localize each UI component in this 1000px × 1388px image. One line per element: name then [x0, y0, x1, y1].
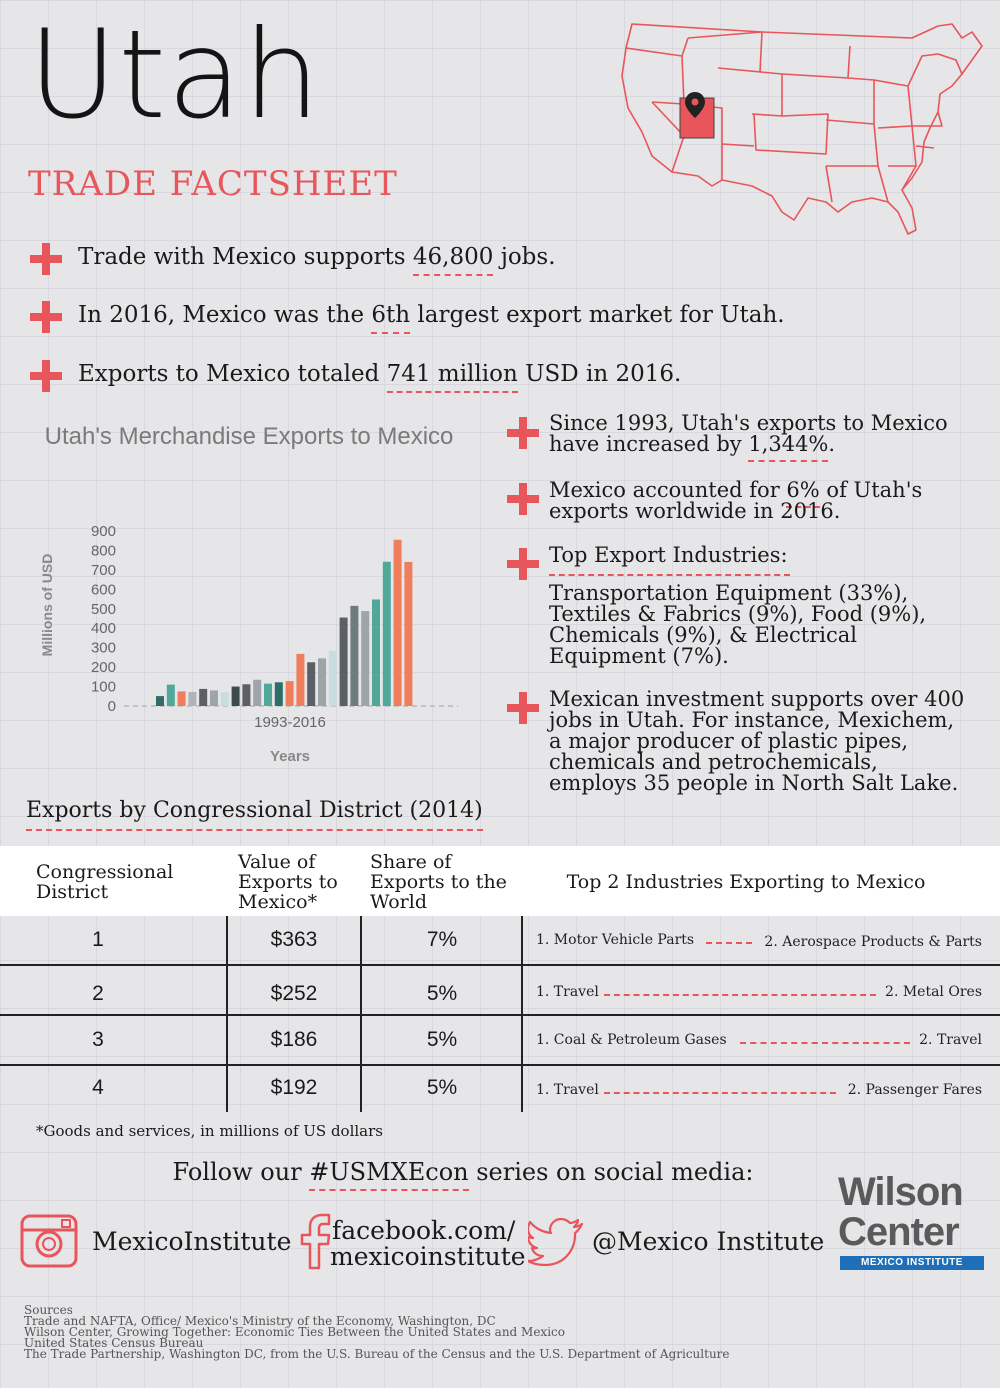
table-row — [0, 1066, 1000, 1114]
industries-text: Transportation Equipment (33%), Textiles & Fabrics (9%), Food (9%), Chemicals (9%), & Electrical Equipment (7%). — [549, 581, 927, 668]
bar-2008 — [318, 658, 326, 706]
district-cell: 3 — [92, 1028, 104, 1051]
table-footnote: *Goods and services, in millions of US dollars — [36, 1122, 383, 1140]
fact-share: Mexico accounted for 6% of Utah's exports worldwide in 2016. — [549, 478, 923, 523]
sources — [24, 1305, 730, 1360]
district-cell: 2 — [92, 982, 104, 1005]
district-table-heading: Exports by Congressional District (2014) — [26, 798, 483, 823]
share-cell: 5% — [426, 1028, 458, 1051]
facebook-icon[interactable] — [298, 1212, 332, 1270]
source-item: Trade and NAFTA, Office/ Mexico's Ministry of the Economy, Washington, DC — [24, 1314, 496, 1328]
plus-icon — [507, 417, 539, 449]
bar-2001 — [242, 684, 250, 706]
bar-1995 — [178, 691, 186, 706]
table-row — [0, 1016, 1000, 1066]
exports-bar-chart — [30, 510, 470, 780]
dashed-connector — [604, 1092, 836, 1094]
fact-exports-total: Exports to Mexico totaled 741 million USD in 2016. — [78, 361, 681, 387]
bar-2016 — [404, 562, 412, 706]
bar-2012 — [361, 611, 369, 706]
y-tick-label: 900 — [90, 523, 116, 540]
industry-1: 1. Motor Vehicle Parts — [536, 932, 695, 948]
x-axis-label: Years — [269, 748, 311, 765]
industry-2: 2. Metal Ores — [885, 984, 982, 1000]
y-tick-label: 0 — [107, 698, 116, 715]
bar-2000 — [232, 687, 240, 706]
table-row — [0, 916, 1000, 966]
page-title: Utah — [28, 4, 322, 146]
sources-heading: Sources — [24, 1303, 73, 1317]
fact-growth: Since 1993, Utah's exports to Mexico have increased by 1,344%. — [549, 413, 969, 455]
fact-jobs: Trade with Mexico supports 46,800 jobs. — [78, 244, 556, 270]
mexico-institute-band: MEXICO INSTITUTE — [840, 1256, 984, 1270]
wilson-center-logo: Wilson Center — [838, 1170, 963, 1254]
bar-2009 — [329, 651, 337, 706]
fact-rank: In 2016, Mexico was the 6th largest export market for Utah. — [78, 302, 785, 328]
twitter-handle[interactable]: @Mexico Institute — [592, 1227, 825, 1256]
bar-1996 — [188, 692, 196, 706]
plus-icon — [30, 243, 62, 275]
value-cell: $192 — [270, 1076, 318, 1099]
plus-icon — [507, 692, 539, 724]
source-item: The Trade Partnership, Washington DC, from the U.S. Bureau of the Census and the U.S. Department of Agriculture — [24, 1347, 730, 1361]
y-tick-label: 500 — [90, 600, 116, 618]
share-cell: 5% — [426, 982, 458, 1005]
bar-1998 — [210, 690, 218, 706]
district-cell: 4 — [92, 1076, 104, 1099]
industry-1: 1. Travel — [536, 984, 599, 1000]
y-tick-label: 700 — [90, 561, 116, 579]
bar-2003 — [264, 684, 272, 706]
table-divider — [360, 916, 362, 1112]
plus-icon — [30, 301, 62, 333]
bar-2010 — [340, 618, 348, 706]
bar-2014 — [383, 562, 391, 706]
plus-icon — [507, 548, 539, 580]
column-header-district: Congressional District — [36, 861, 174, 903]
bar-2007 — [307, 662, 315, 706]
bar-2006 — [296, 654, 304, 706]
fact-investment: Mexican investment supports over 400 jobs in Utah. For instance, Mexichem, a major producer of plastic pipes, chemicals and petrochemicals, employs 35 people in North Salt Lake. — [549, 687, 965, 795]
table-header — [0, 846, 1000, 916]
y-tick-label: 200 — [90, 659, 116, 677]
plus-icon — [30, 360, 62, 392]
bar-2004 — [275, 682, 283, 706]
value-cell: $363 — [270, 928, 318, 951]
instagram-icon[interactable] — [20, 1214, 78, 1268]
facebook-link-line-2[interactable]: mexicoinstitute — [330, 1242, 526, 1271]
column-header-industries: Top 2 Industries Exporting to Mexico — [566, 871, 926, 893]
industries-heading: Top Export Industries: — [549, 545, 969, 566]
value-cell: $252 — [270, 982, 318, 1005]
page-subtitle: TRADE FACTSHEET — [28, 164, 398, 204]
x-tick-label: 1993-2016 — [254, 714, 326, 731]
bar-1993 — [156, 696, 164, 706]
dashed-connector — [604, 994, 876, 996]
district-cell: 1 — [92, 928, 104, 951]
instagram-handle[interactable]: MexicoInstitute — [92, 1227, 292, 1256]
column-header-value: Value of Exports to Mexico* — [238, 851, 338, 913]
dashed-connector — [740, 1042, 910, 1044]
bar-2005 — [286, 681, 294, 706]
bar-1994 — [167, 685, 175, 706]
y-axis-label: Millions of USD — [39, 553, 55, 657]
us-map — [612, 16, 988, 242]
y-tick-label: 600 — [90, 581, 116, 599]
bar-2011 — [350, 606, 358, 706]
source-item: United States Census Bureau — [24, 1336, 204, 1350]
industry-1: 1. Coal & Petroleum Gases — [536, 1032, 727, 1048]
twitter-icon[interactable] — [528, 1218, 584, 1266]
bar-1997 — [199, 689, 207, 706]
chart-title: Utah's Merchandise Exports to Mexico — [44, 423, 454, 450]
y-tick-label: 800 — [90, 542, 116, 560]
table-row — [0, 966, 1000, 1016]
bar-1999 — [221, 692, 229, 706]
y-tick-label: 300 — [90, 639, 116, 657]
industry-2: 2. Aerospace Products & Parts — [764, 934, 982, 950]
y-tick-label: 400 — [90, 620, 116, 638]
table-divider — [226, 916, 228, 1112]
source-item: Wilson Center, Growing Together: Economic Ties Between the United States and Mexico — [24, 1325, 565, 1339]
column-header-share: Share of Exports to the World — [370, 851, 507, 913]
plus-icon — [507, 483, 539, 515]
bar-2013 — [372, 599, 380, 706]
dashed-connector — [706, 942, 752, 944]
bar-2002 — [253, 680, 261, 706]
follow-text: Follow our #USMXEcon series on social media: — [0, 1158, 926, 1186]
industry-2: 2. Travel — [919, 1032, 982, 1048]
share-cell: 7% — [426, 928, 458, 951]
table-divider — [521, 916, 523, 1112]
facebook-link-line-1[interactable]: facebook.com/ — [332, 1216, 516, 1245]
y-tick-label: 100 — [90, 678, 116, 696]
share-cell: 5% — [426, 1076, 458, 1099]
value-cell: $186 — [270, 1028, 318, 1051]
industry-1: 1. Travel — [536, 1082, 599, 1098]
industry-2: 2. Passenger Fares — [847, 1082, 982, 1098]
bar-2015 — [394, 540, 402, 706]
